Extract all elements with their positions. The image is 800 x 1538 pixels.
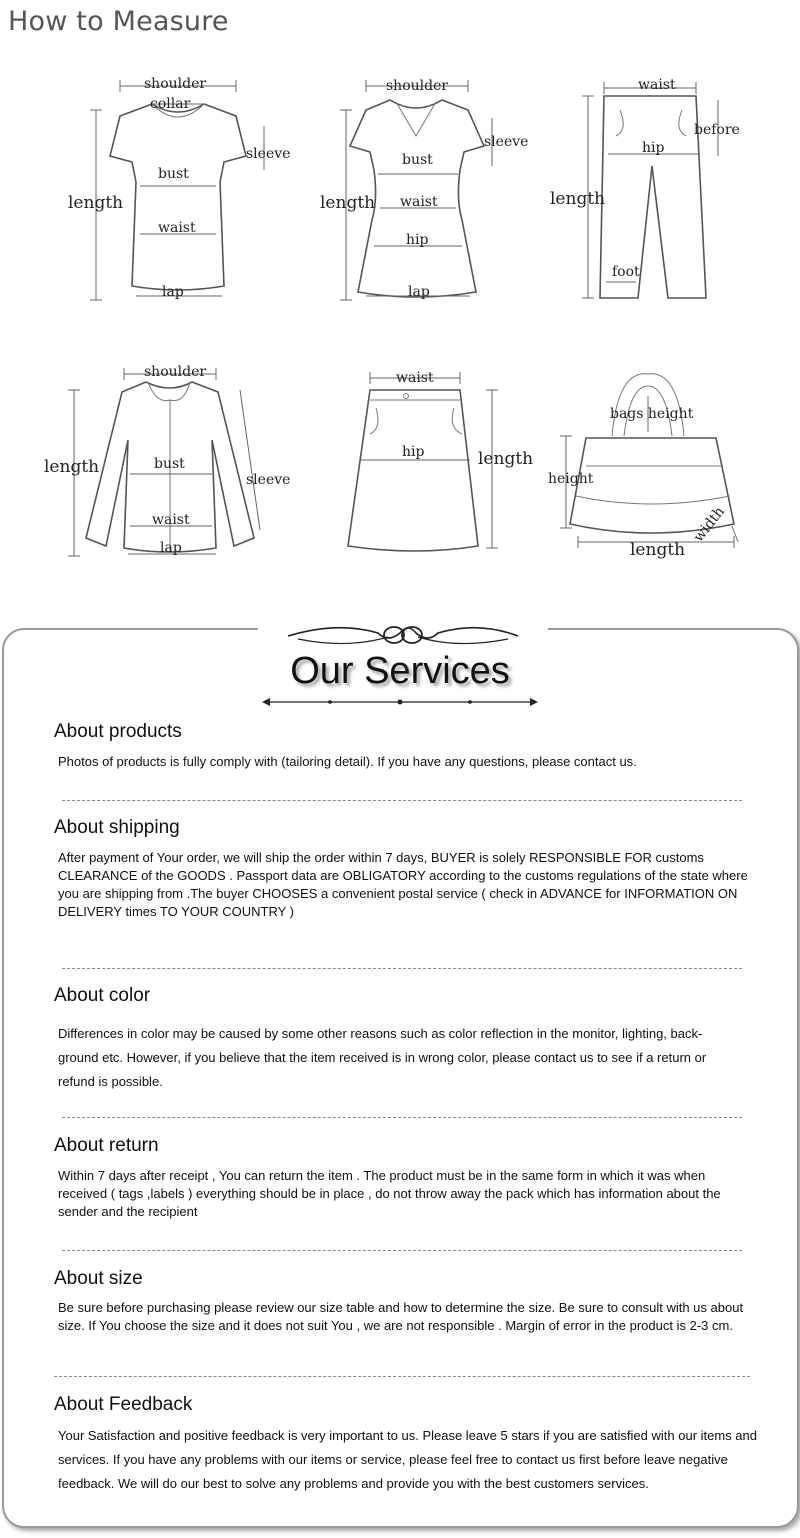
section-body-color: Differences in color may be caused by some other reasons such as color reflection in the monitor, lighting, back-ground etc. However, if you believe that the item received is in wrong color, please contact us to see if a return or refund is possible. (58, 1026, 707, 1089)
pants-foot-label: foot (612, 264, 640, 280)
dress-bust-label: bust (402, 152, 433, 168)
section-title-products: About products (54, 721, 182, 742)
shirt-measure-diagram (40, 360, 300, 580)
section-title-feedback: About Feedback (54, 1394, 193, 1415)
shirt-sleeve-label: sleeve (246, 472, 291, 488)
tshirt-lap-label: lap (162, 284, 184, 300)
tshirt-shoulder-label: shoulder (144, 76, 207, 92)
bag-measure-diagram (546, 366, 796, 586)
dress-length-label: length (320, 193, 376, 213)
tshirt-bust-label: bust (158, 166, 189, 182)
shirt-shoulder-label: shoulder (144, 364, 207, 380)
skirt-length-label: length (478, 449, 534, 469)
tshirt-collar-label: collar (150, 96, 191, 112)
tshirt-length-label: length (68, 193, 124, 213)
dress-measure-diagram (316, 70, 556, 310)
section-body-size: Be sure before purchasing please review our size table and how to determine the size. Be sure to consult with us about size. If You choose the size and it does not suit You , we are not responsible . Margin of error in the product is 2-3 cm. (58, 1300, 744, 1333)
section-divider (62, 800, 742, 801)
skirt-waist-label: waist (396, 370, 434, 386)
section-title-return: About return (54, 1135, 159, 1156)
section-divider (62, 1117, 742, 1118)
shirt-length-label: length (44, 457, 100, 477)
section-body-feedback: Your Satisfaction and positive feedback is very important to us. Please leave 5 stars if you are satisfied with our items and services. If you have any problems with our items or service, please feel free to contact us first before leave negative feedback. We will do our best to solve any problems and provide you with the best customers services. (58, 1428, 757, 1491)
dress-waist-label: waist (400, 194, 438, 210)
bag-width-label: width (690, 503, 728, 546)
page-title: How to Measure (8, 6, 229, 37)
heading-divider (260, 694, 540, 710)
tshirt-waist-label: waist (158, 220, 196, 236)
section-title-size: About size (54, 1268, 143, 1289)
section-divider (54, 1376, 750, 1377)
section-divider (62, 968, 742, 969)
section-title-shipping: About shipping (54, 817, 180, 838)
dress-shoulder-label: shoulder (386, 78, 449, 94)
pants-waist-label: waist (638, 77, 676, 93)
shirt-waist-label: waist (152, 512, 190, 528)
tshirt-measure-diagram (60, 70, 300, 310)
section-divider (62, 1250, 742, 1251)
skirt-hip-label: hip (402, 444, 425, 460)
pants-before-label: before (694, 122, 740, 138)
pants-measure-diagram (548, 70, 788, 310)
skirt-outline (348, 390, 478, 551)
section-body-return: Within 7 days after receipt , You can return the item . The product must be in the same form in which it was when received ( tags ,labels ) everything should be in place , do not throw away the pack which has information about the sender and the recipient (58, 1168, 721, 1219)
dress-sleeve-label: sleeve (484, 134, 529, 150)
section-body-products: Photos of products is fully comply with (tailoring detail). If you have any questions, please contact us. (58, 754, 637, 769)
shirt-bust-label: bust (154, 456, 185, 472)
skirt-measure-diagram (336, 360, 556, 580)
bag-bags-height-label: bags height (610, 406, 694, 422)
tshirt-outline (110, 104, 246, 290)
section-title-color: About color (54, 985, 151, 1006)
pants-length-label: length (550, 189, 606, 209)
dress-hip-label: hip (406, 232, 429, 248)
dress-lap-label: lap (408, 284, 430, 300)
tshirt-sleeve-label: sleeve (246, 146, 291, 162)
bag-height-label: height (548, 471, 594, 487)
services-heading: Our Services (290, 650, 510, 692)
bag-length-label: length (630, 540, 686, 560)
pants-hip-label: hip (642, 140, 665, 156)
section-body-shipping: After payment of Your order, we will ship the order within 7 days, BUYER is solely RESPONSIBLE FOR customs CLEARANCE of the GOODS . Passport data are OBLIGATORY according to the customs regulations of the state where you are shipping from .The buyer CHOOSES a convenient postal service ( check in ADVANCE for INFORMATION ON DELIVERY times TO YOUR COUNTRY ) (58, 850, 748, 919)
shirt-lap-label: lap (160, 540, 182, 556)
